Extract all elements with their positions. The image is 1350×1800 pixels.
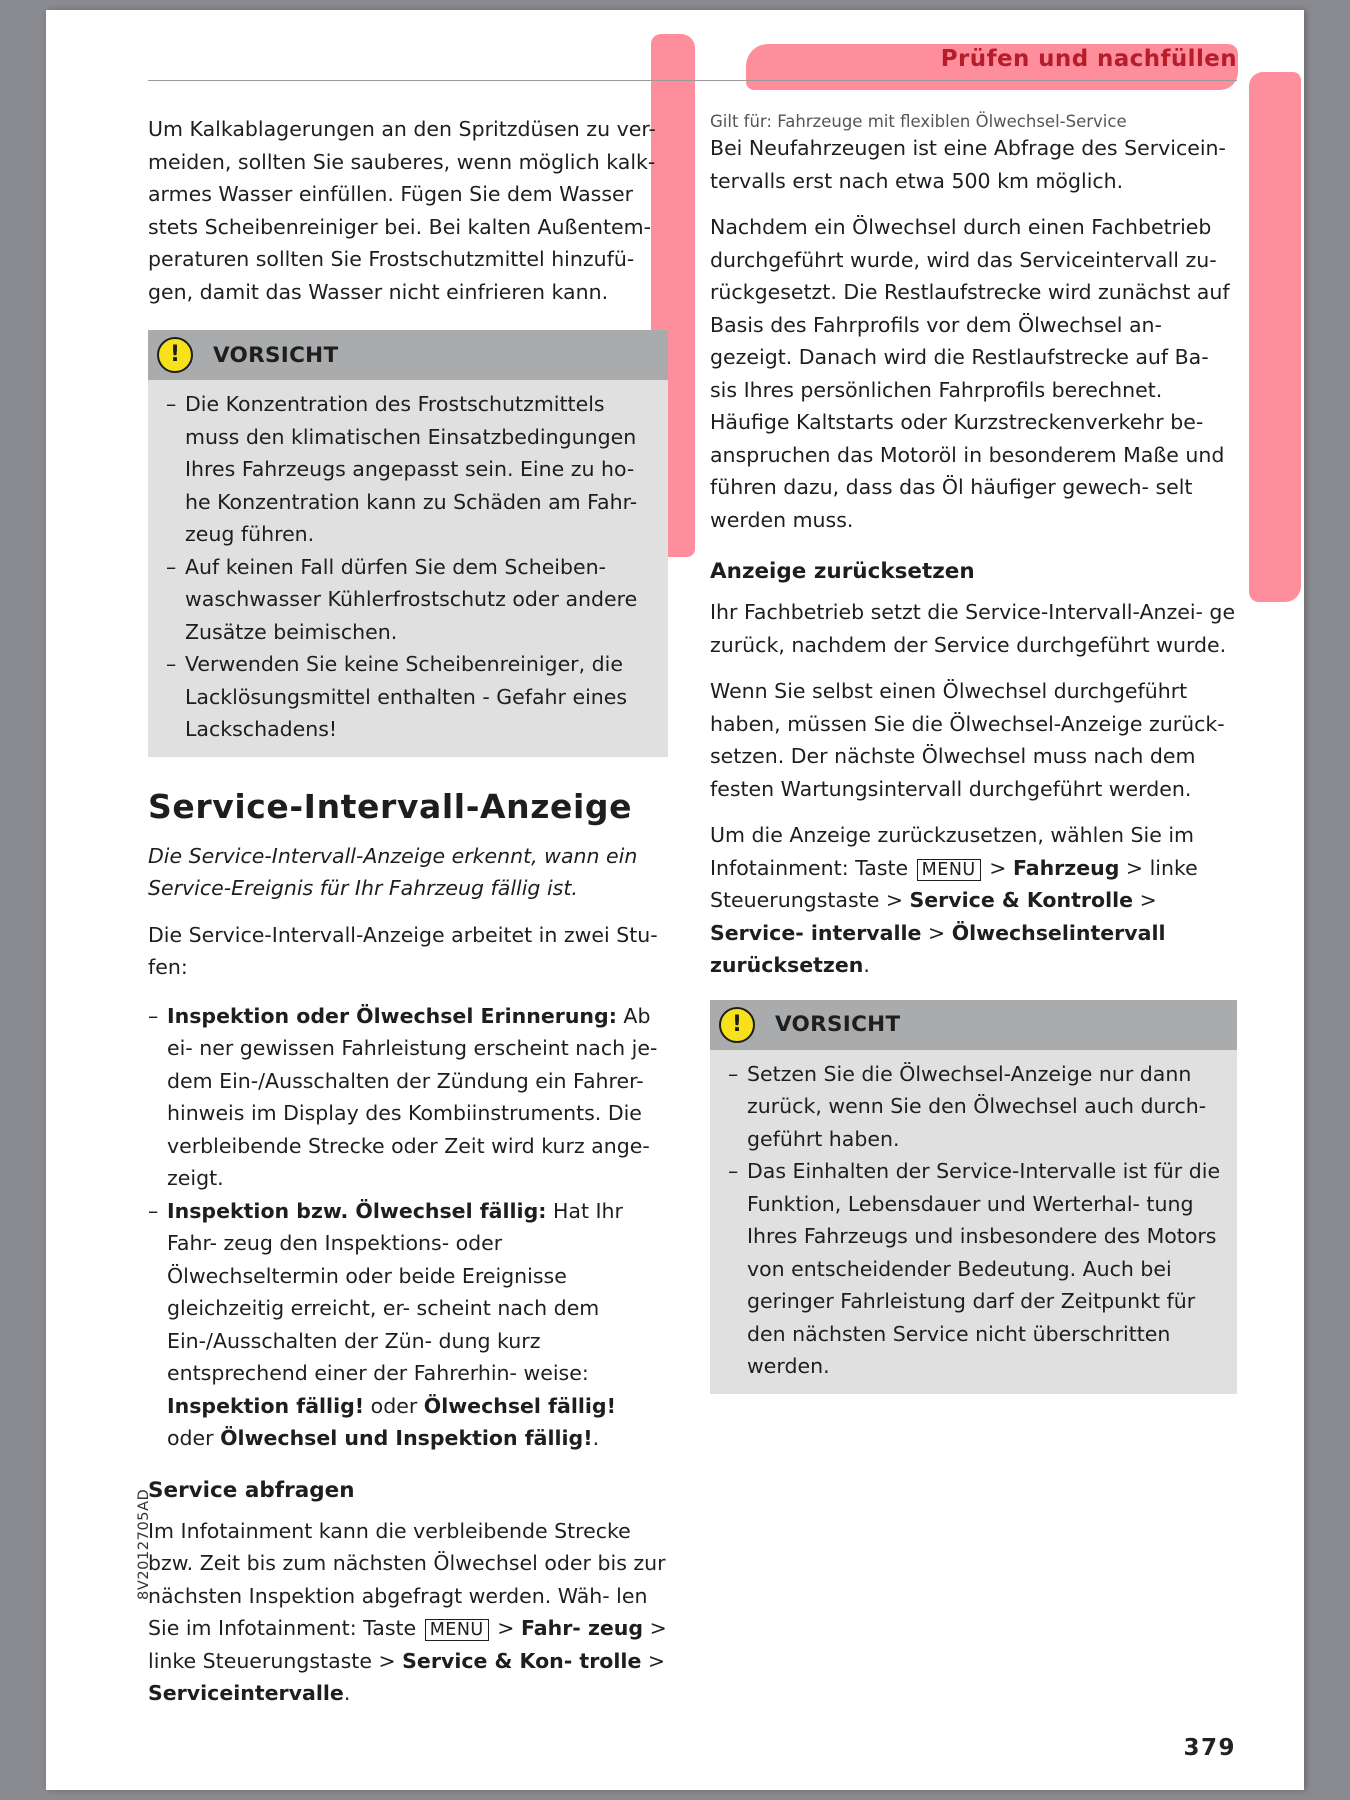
paragraph: Ihr Fachbetrieb setzt die Service-Intervall-Anzei- ge zurück, nachdem der Service durchgeführt wurde. — [710, 600, 1236, 657]
stage-text: Ab ei- ner gewissen Fahrleistung erscheint nach je- dem Ein-/Ausschalten der Zündung ein Fahrer- hinweis im Display des Kombiinstruments. Die verbleibende Strecke oder Zeit wird kurz ange- zeigt. — [167, 1003, 658, 1190]
caution-item: – Auf keinen Fall dürfen Sie dem Scheiben- waschwasser Kühlerfrostschutz oder andere Zusätze beimischen. — [166, 551, 654, 649]
caution-item: – Das Einhalten der Service-Intervalle ist für die Funktion, Lebensdauer und Werterhal- tung Ihres Fahrzeugs und insbesondere des Motors von entscheidender Bedeutung. Auch bei geringer Fahrleistung darf der Zeitpunkt für den nächsten Service nicht überschritten werden. — [728, 1155, 1223, 1383]
header-divider — [148, 80, 1237, 81]
stages-list — [148, 1000, 668, 1455]
caution-header — [710, 1000, 1237, 1050]
path-step: Ölwechselintervall zurücksetzen — [710, 920, 1166, 977]
section-intro: Die Service-Intervall-Anzeige erkennt, wann ein Service-Ereignis für Ihr Fahrzeug fällig ist. — [148, 843, 638, 900]
left-column — [148, 113, 668, 1710]
stages-intro: Die Service-Intervall-Anzeige arbeitet in zwei Stu- fen: — [148, 922, 658, 979]
path-separator: > — [641, 1648, 666, 1673]
stage-label: Inspektion bzw. Ölwechsel fällig: — [167, 1198, 547, 1223]
path-step: Fahrzeug — [1012, 855, 1120, 880]
caution-item: – Verwenden Sie keine Scheibenreiniger, die Lacklösungsmittel enthalten - Gefahr eines Lackschadens! — [166, 648, 654, 746]
path-separator: > linke Steuerungstaste > — [710, 855, 1198, 912]
reset-text: Um die Anzeige zurückzusetzen, wählen Sie im Infotainment: Taste — [710, 823, 1194, 880]
connector-text: . — [592, 1426, 600, 1450]
warning-icon: ! — [157, 337, 193, 373]
document-code: 8V2012705AD — [136, 1488, 152, 1600]
path-separator: > — [1133, 888, 1157, 912]
page-header-title: Prüfen und nachfüllen — [940, 46, 1237, 72]
caution-title: VORSICHT — [213, 342, 339, 368]
path-step: Fahr- zeug — [520, 1616, 644, 1640]
page-number: 379 — [1183, 1735, 1236, 1761]
applies-to-note: Gilt für: Fahrzeuge mit flexiblen Ölwechsel-Service — [710, 112, 1127, 131]
query-paragraph — [148, 1515, 668, 1710]
path-separator: > — [982, 855, 1013, 880]
caution-header — [148, 330, 668, 380]
connector-text: oder — [364, 1393, 424, 1418]
right-column — [710, 112, 1237, 1394]
query-text: Im Infotainment kann die verbleibende Strecke bzw. Zeit bis zum nächsten Ölwechsel oder bis zur nächsten Inspektion abgefragt werden. Wäh- len Sie im Infotainment: Taste — [148, 1518, 666, 1640]
caution-list — [710, 1050, 1237, 1394]
caution-box-right — [710, 1000, 1237, 1394]
caution-box-left — [148, 330, 668, 757]
caution-item: – Die Konzentration des Frostschutzmittels muss den klimatischen Einsatzbedingungen Ihres Fahrzeugs angepasst sein. Eine zu ho- he Konzentration kann zu Schäden am Fahr- zeug führen. — [166, 388, 654, 551]
path-step: Service- intervalle — [710, 920, 922, 945]
connector-text: oder — [167, 1426, 221, 1450]
highlight-mark-right — [1249, 72, 1301, 602]
stage-text: Hat Ihr Fahr- zeug den Inspektions- oder Ölwechseltermin oder beide Ereignisse gleichzeitig erreicht, er- scheint nach dem Ein-/Ausschalten der Zün- dung kurz entsprechend einer der Fahrerhin- weise: — [167, 1198, 623, 1385]
driver-message: Ölwechsel und Inspektion fällig! — [220, 1426, 593, 1450]
stage-item — [148, 1000, 668, 1195]
intro-paragraph: Um Kalkablagerungen an den Spritzdüsen zu ver- meiden, sollten Sie sauberes, wenn möglich kalk- armes Wasser einfüllen. Fügen Sie dem Wasser stets Scheibenreiniger bei. Bei kalten Außentem- peraturen sollten Sie Frostschutzmittel hinzufü- gen, damit das Wasser nicht einfrieren kann. — [148, 117, 656, 304]
paragraph: Wenn Sie selbst einen Ölwechsel durchgeführt haben, müssen Sie die Ölwechsel-Anzeige zurück- setzen. Der nächste Ölwechsel muss nach dem festen Wartungsintervall durchgeführt werden. — [710, 679, 1225, 801]
path-step: Service & Kon- trolle — [402, 1648, 642, 1673]
paragraph: Bei Neufahrzeugen ist eine Abfrage des Servicein- tervalls erst nach etwa 500 km möglich. — [710, 136, 1226, 193]
caution-title: VORSICHT — [775, 1012, 901, 1037]
driver-message: Ölwechsel fällig! — [423, 1393, 616, 1418]
menu-key-label: MENU — [425, 1619, 489, 1641]
path-separator: > — [490, 1616, 521, 1640]
driver-message: Inspektion fällig! — [167, 1393, 365, 1418]
paragraph: Nachdem ein Ölwechsel durch einen Fachbetrieb durchgeführt wurde, wird das Serviceintervall zu- rückgesetzt. Die Restlaufstrecke wird zunächst auf Basis des Fahrprofils vor dem Ölwechsel an- gezeigt. Danach wird die Restlaufstrecke auf Ba- sis Ihres persönlichen Fahrprofils berechnet. Häufige Kaltstarts oder Kurzstreckenverkehr be- anspruchen das Motoröl in besonderem Maße und führen dazu, dass das Öl häufiger gewech- selt werden muss. — [710, 215, 1230, 532]
caution-list — [148, 380, 668, 757]
stage-label: Inspektion oder Ölwechsel Erinnerung: — [167, 1003, 617, 1028]
reset-instructions — [710, 819, 1237, 982]
reset-heading: Anzeige zurücksetzen — [710, 559, 975, 584]
manual-page — [46, 10, 1304, 1790]
path-step: Service & Kontrolle — [909, 888, 1134, 912]
stage-item — [148, 1195, 668, 1455]
path-separator: . — [343, 1681, 351, 1705]
section-title: Service-Intervall-Anzeige — [148, 786, 633, 826]
path-separator: > linke Steuerungstaste > — [148, 1616, 667, 1673]
warning-icon: ! — [719, 1007, 755, 1043]
path-separator: > — [921, 920, 952, 945]
menu-key-label: MENU — [917, 859, 981, 881]
path-separator: . — [863, 953, 870, 977]
caution-item: – Setzen Sie die Ölwechsel-Anzeige nur dann zurück, wenn Sie den Ölwechsel auch durch- geführt haben. — [728, 1058, 1223, 1156]
query-heading: Service abfragen — [148, 1477, 355, 1503]
path-step: Serviceintervalle — [148, 1681, 344, 1705]
